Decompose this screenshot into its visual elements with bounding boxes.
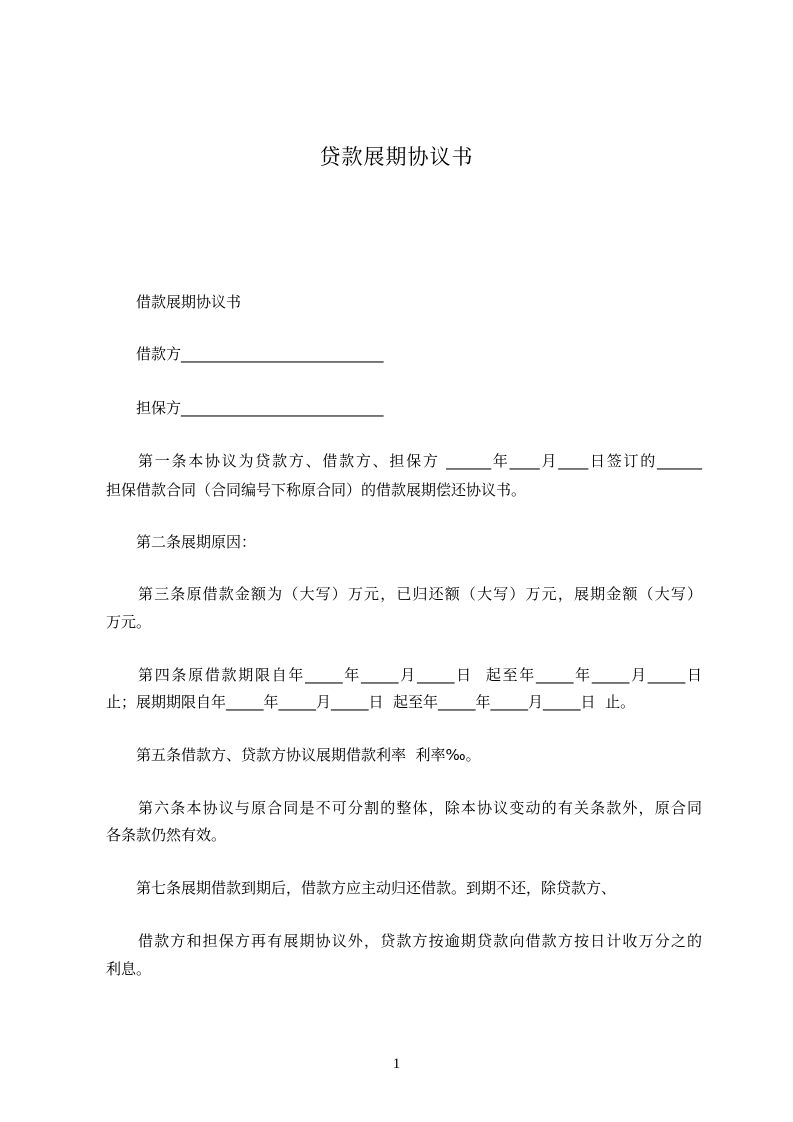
- article-1-line-2: 担保借款合同（合同编号下称原合同）的借款展期偿还协议书。: [106, 481, 527, 499]
- article-4-line-1: 第四条原借款期限自年_____年_____月_____日 起至年_____年_____月_____日: [138, 666, 702, 684]
- article-4-line-2: 止；展期期限自年_____年_____月_____日 起至年_____年_____月_____日 止。: [106, 693, 636, 711]
- article-1-line-1: 第一条本协议为贷款方、借款方、担保方 ______年____月____日签订的______: [138, 452, 702, 470]
- article-6-line-1: 第六条本协议与原合同是不可分割的整体，除本协议变动的有关条款外，原合同: [138, 799, 702, 817]
- page-number: 1: [392, 1056, 401, 1072]
- article-7-line: 第七条展期借款到期后，借款方应主动归还借款。到期不还，除贷款方、: [136, 879, 617, 897]
- document-title: 贷款展期协议书: [319, 145, 474, 169]
- article-7-continued-line-2: 利息。: [106, 960, 152, 978]
- article-2-line: 第二条展期原因：: [136, 533, 257, 551]
- article-6-line-2: 各条款仍然有效。: [106, 826, 227, 844]
- article-3-line-1: 第三条原借款金额为（大写）万元，已归还额（大写）万元，展期金额（大写）: [138, 585, 702, 603]
- guarantor-line: 担保方___________________________: [136, 399, 384, 417]
- article-3-line-2: 万元。: [106, 613, 152, 631]
- subtitle-line: 借款展期协议书: [136, 293, 242, 311]
- article-5-line: 第五条借款方、贷款方协议展期借款利率 利率‰。: [136, 746, 481, 764]
- article-7-continued-line-1: 借款方和担保方再有展期协议外，贷款方按逾期贷款向借款方按日计收万分之的: [138, 932, 702, 950]
- borrower-line: 借款方___________________________: [136, 345, 384, 363]
